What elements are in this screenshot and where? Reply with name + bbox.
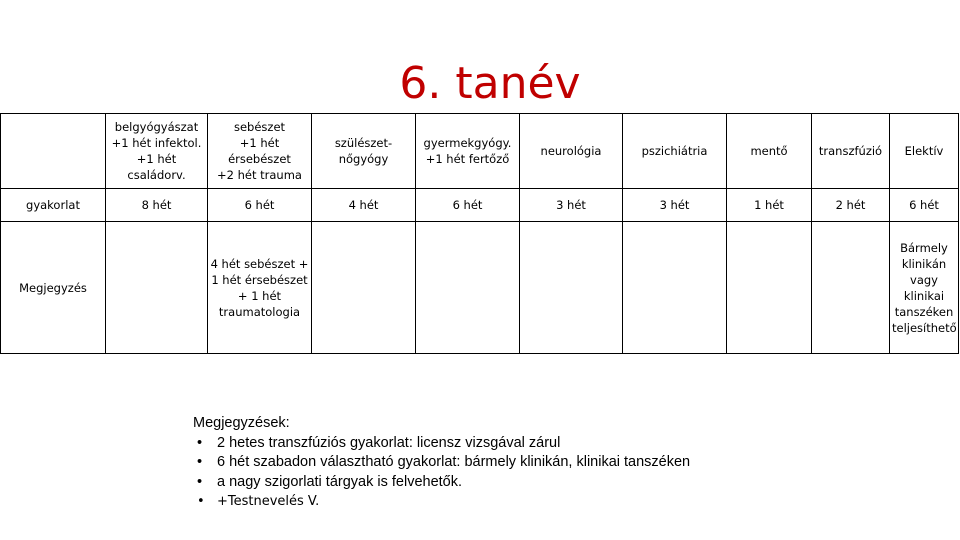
cell-text-line: +1 hét fertőző	[425, 152, 510, 166]
bullet-icon: •	[197, 494, 205, 509]
note-cell	[727, 222, 812, 354]
cell-text-line: családorv.	[127, 168, 186, 182]
cell-text-line: nőgyógy	[338, 152, 389, 166]
header-cell	[520, 114, 623, 189]
cell-text-line: gyermekgyógy.	[423, 136, 512, 150]
cell-text-line: +1 hét infektol.	[111, 136, 202, 150]
page-title: 6. tanév	[399, 58, 581, 109]
notes-section	[193, 414, 793, 512]
bullet-icon: •	[197, 454, 203, 470]
cell-text-line: 4 hét sebészet +	[210, 256, 309, 271]
cell-text-line: pszichiátria	[641, 144, 708, 158]
note-cell	[520, 222, 623, 354]
weeks-row	[1, 189, 959, 222]
note-item	[193, 473, 793, 493]
cell-text-line: klinikai	[903, 288, 945, 303]
weeks-cell: 3 hét	[623, 189, 727, 222]
header-cell	[416, 114, 520, 189]
weeks-cell: 6 hét	[890, 189, 959, 222]
cell-text-line: +2 hét trauma	[217, 168, 302, 182]
cell-text-line: szülészet-	[334, 136, 393, 150]
cell-text-line: neurológia	[540, 144, 602, 158]
header-cell	[727, 114, 812, 189]
cell-text-line: Megjegyzés	[19, 280, 87, 295]
cell-text-line: sebészet	[233, 120, 286, 134]
cell-text-line: traumatologia	[218, 304, 301, 319]
weeks-cell: 1 hét	[727, 189, 812, 222]
notes-heading: Megjegyzések:	[193, 415, 290, 431]
cell-text-line: transzfúzió	[818, 144, 883, 158]
bullet-icon: •	[197, 434, 203, 451]
cell-text-line: +1 hét	[239, 136, 280, 150]
note-cell	[812, 222, 890, 354]
header-cell	[623, 114, 727, 189]
cell-text-line: Bármely	[900, 240, 948, 255]
note-text: 6 hét szabadon választható gyakorlat: bármely klinikán, klinikai tanszéken	[217, 454, 691, 470]
note-cell	[416, 222, 520, 354]
note-text: a nagy szigorlati tárgyak is felvehetők.	[217, 473, 463, 490]
note-cell	[312, 222, 416, 354]
header-cell	[1, 114, 106, 189]
note-item	[193, 434, 793, 454]
cell-text-line: Elektív	[904, 144, 944, 158]
weeks-cell: 2 hét	[812, 189, 890, 222]
cell-text-line: tanszéken	[894, 304, 954, 319]
schedule-table	[0, 113, 959, 354]
weeks-cell: 4 hét	[312, 189, 416, 222]
cell-text-line: klinikán	[901, 256, 947, 271]
header-cell	[106, 114, 208, 189]
weeks-cell: 6 hét	[416, 189, 520, 222]
header-row	[1, 114, 959, 189]
note-text: +Testnevelés V.	[217, 494, 320, 509]
notes-list	[193, 434, 793, 512]
note-text: 2 hetes transzfúziós gyakorlat: licensz vizsgával zárul	[217, 434, 561, 451]
cell-text-line: + 1 hét	[237, 288, 282, 303]
note-cell	[106, 222, 208, 354]
note-cell	[208, 222, 312, 354]
header-cell	[812, 114, 890, 189]
weeks-cell: 8 hét	[106, 189, 208, 222]
cell-text-line: belgyógyászat	[114, 120, 199, 134]
cell-text-line: 1 hét érsebészet	[211, 272, 308, 287]
note-cell	[623, 222, 727, 354]
notes-row	[1, 222, 959, 354]
row-label-cell	[1, 222, 106, 354]
row-label-cell: gyakorlat	[1, 189, 106, 222]
weeks-cell: 6 hét	[208, 189, 312, 222]
header-cell	[208, 114, 312, 189]
weeks-cell: 3 hét	[520, 189, 623, 222]
note-item	[193, 492, 793, 512]
header-cell	[312, 114, 416, 189]
note-item	[193, 453, 793, 473]
header-cell	[890, 114, 959, 189]
cell-text-line: teljesíthető	[892, 320, 957, 335]
note-cell	[890, 222, 959, 354]
cell-text-line: vagy	[910, 272, 938, 287]
cell-text-line: +1 hét	[136, 152, 177, 166]
cell-text-line: érsebészet	[228, 152, 291, 166]
bullet-icon: •	[197, 473, 203, 490]
cell-text-line: mentő	[750, 144, 788, 158]
